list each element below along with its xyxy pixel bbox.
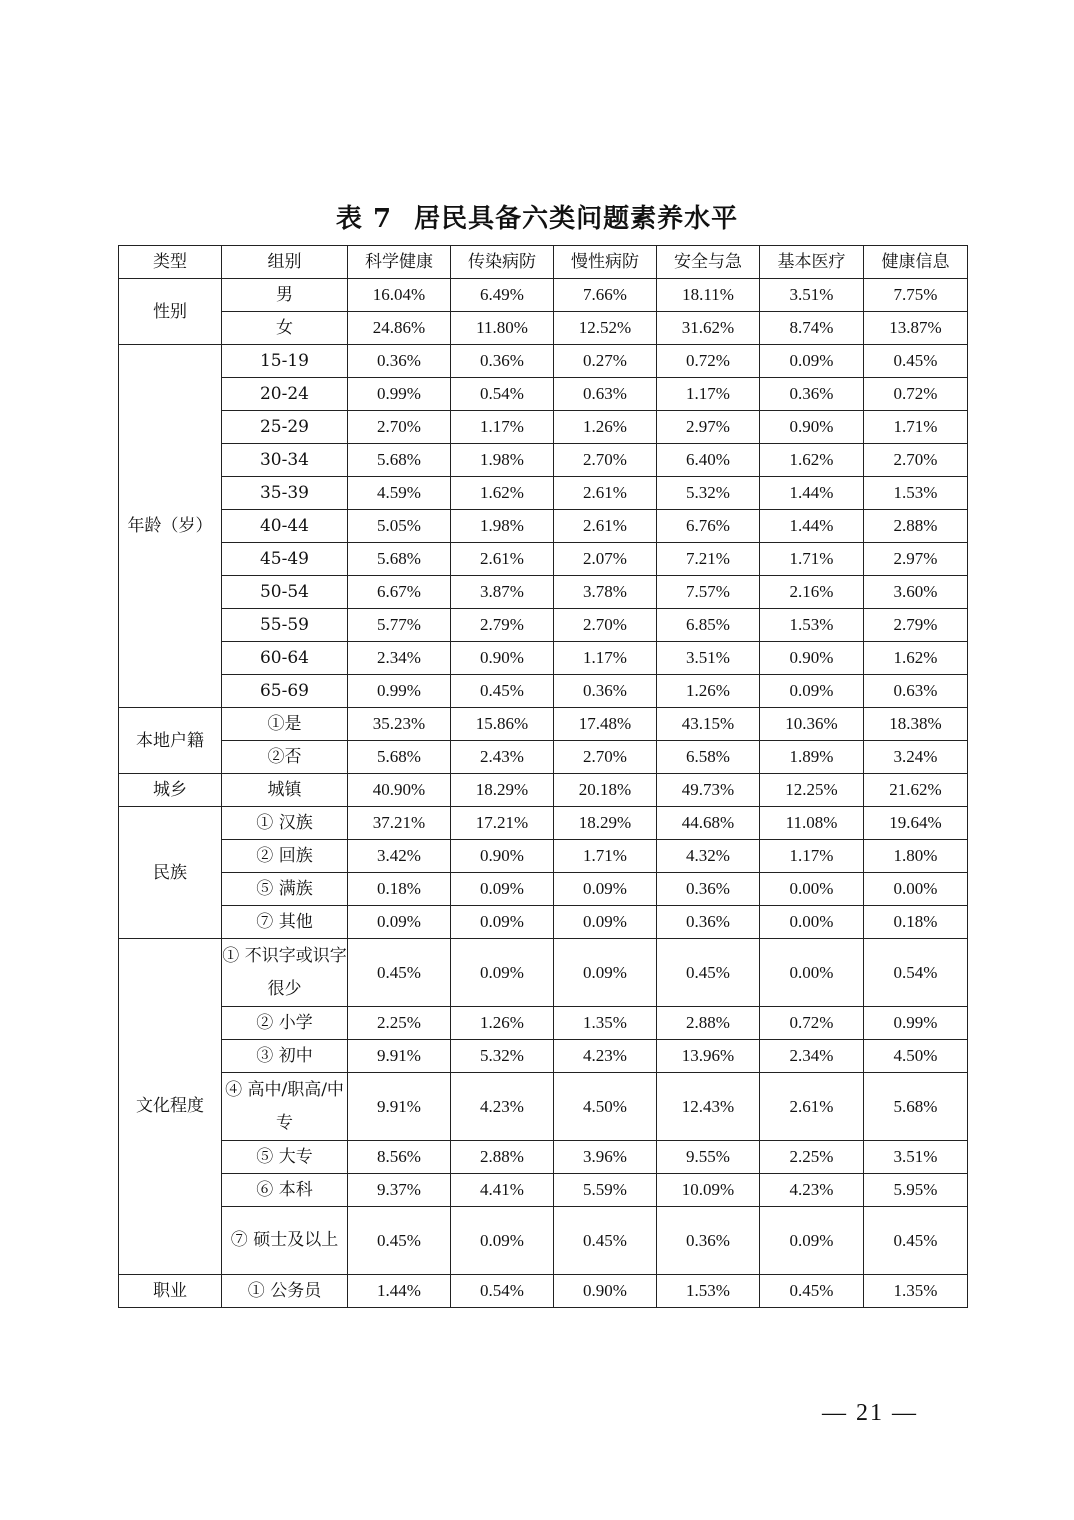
group-cell: 40-44 xyxy=(222,510,348,543)
value-cell: 1.26% xyxy=(554,411,657,444)
table-row xyxy=(119,411,968,444)
table-row xyxy=(119,708,968,741)
value-cell: 1.26% xyxy=(451,1007,554,1040)
value-cell: 12.25% xyxy=(760,774,864,807)
value-cell: 1.44% xyxy=(760,477,864,510)
value-cell: 0.90% xyxy=(554,1275,657,1308)
table-row xyxy=(119,477,968,510)
value-cell: 20.18% xyxy=(554,774,657,807)
table-row xyxy=(119,345,968,378)
value-cell: 5.68% xyxy=(348,543,451,576)
group-cell: 女 xyxy=(222,312,348,345)
table-row xyxy=(119,873,968,906)
value-cell: 17.21% xyxy=(451,807,554,840)
page-number: — 21 — xyxy=(822,1400,918,1426)
value-cell: 11.80% xyxy=(451,312,554,345)
value-cell: 2.88% xyxy=(657,1007,760,1040)
header-cell: 科学健康 xyxy=(348,246,451,279)
category-cell: 民族 xyxy=(119,807,222,939)
value-cell: 5.68% xyxy=(348,444,451,477)
table-row xyxy=(119,939,968,1007)
value-cell: 0.36% xyxy=(348,345,451,378)
value-cell: 44.68% xyxy=(657,807,760,840)
group-cell: 25-29 xyxy=(222,411,348,444)
table-row xyxy=(119,642,968,675)
value-cell: 0.72% xyxy=(657,345,760,378)
group-cell: ⑥ 本科 xyxy=(222,1174,348,1207)
value-cell: 5.95% xyxy=(864,1174,968,1207)
value-cell: 10.09% xyxy=(657,1174,760,1207)
group-cell: 30-34 xyxy=(222,444,348,477)
value-cell: 0.90% xyxy=(451,642,554,675)
value-cell: 3.51% xyxy=(657,642,760,675)
value-cell: 5.77% xyxy=(348,609,451,642)
value-cell: 1.62% xyxy=(864,642,968,675)
value-cell: 1.17% xyxy=(760,840,864,873)
value-cell: 18.29% xyxy=(451,774,554,807)
value-cell: 0.18% xyxy=(348,873,451,906)
header-cell: 健康信息 xyxy=(864,246,968,279)
value-cell: 17.48% xyxy=(554,708,657,741)
value-cell: 3.78% xyxy=(554,576,657,609)
value-cell: 18.11% xyxy=(657,279,760,312)
category-cell: 性别 xyxy=(119,279,222,345)
category-cell: 文化程度 xyxy=(119,939,222,1275)
group-cell: ① 公务员 xyxy=(222,1275,348,1308)
value-cell: 0.36% xyxy=(657,906,760,939)
value-cell: 3.87% xyxy=(451,576,554,609)
value-cell: 6.40% xyxy=(657,444,760,477)
value-cell: 1.71% xyxy=(554,840,657,873)
value-cell: 18.38% xyxy=(864,708,968,741)
group-cell: ①是 xyxy=(222,708,348,741)
value-cell: 19.64% xyxy=(864,807,968,840)
value-cell: 15.86% xyxy=(451,708,554,741)
value-cell: 13.87% xyxy=(864,312,968,345)
value-cell: 1.17% xyxy=(451,411,554,444)
value-cell: 0.09% xyxy=(760,1207,864,1275)
value-cell: 13.96% xyxy=(657,1040,760,1073)
table-row xyxy=(119,510,968,543)
value-cell: 0.99% xyxy=(348,378,451,411)
value-cell: 4.59% xyxy=(348,477,451,510)
value-cell: 2.97% xyxy=(657,411,760,444)
value-cell: 2.88% xyxy=(864,510,968,543)
category-cell: 职业 xyxy=(119,1275,222,1308)
group-cell: 55-59 xyxy=(222,609,348,642)
table-row xyxy=(119,543,968,576)
value-cell: 43.15% xyxy=(657,708,760,741)
value-cell: 0.90% xyxy=(760,642,864,675)
value-cell: 1.44% xyxy=(348,1275,451,1308)
header-cell: 组别 xyxy=(222,246,348,279)
value-cell: 0.00% xyxy=(760,906,864,939)
group-cell: 65-69 xyxy=(222,675,348,708)
group-cell: 15-19 xyxy=(222,345,348,378)
group-cell: 60-64 xyxy=(222,642,348,675)
value-cell: 5.05% xyxy=(348,510,451,543)
value-cell: 40.90% xyxy=(348,774,451,807)
value-cell: 2.25% xyxy=(348,1007,451,1040)
value-cell: 2.61% xyxy=(760,1073,864,1141)
value-cell: 9.55% xyxy=(657,1141,760,1174)
value-cell: 1.17% xyxy=(554,642,657,675)
group-cell: ⑦ 硕士及以上 xyxy=(222,1207,348,1275)
table-title-text: 居民具备六类问题素养水平 xyxy=(414,204,739,234)
value-cell: 18.29% xyxy=(554,807,657,840)
value-cell: 0.45% xyxy=(451,675,554,708)
group-cell: ② 小学 xyxy=(222,1007,348,1040)
value-cell: 2.97% xyxy=(864,543,968,576)
group-cell: 50-54 xyxy=(222,576,348,609)
group-cell: 男 xyxy=(222,279,348,312)
group-cell: 20-24 xyxy=(222,378,348,411)
value-cell: 0.45% xyxy=(864,345,968,378)
value-cell: 1.26% xyxy=(657,675,760,708)
table-row xyxy=(119,1007,968,1040)
value-cell: 12.43% xyxy=(657,1073,760,1141)
value-cell: 4.23% xyxy=(451,1073,554,1141)
value-cell: 4.32% xyxy=(657,840,760,873)
value-cell: 6.67% xyxy=(348,576,451,609)
table-row xyxy=(119,378,968,411)
value-cell: 1.98% xyxy=(451,510,554,543)
value-cell: 0.18% xyxy=(864,906,968,939)
value-cell: 1.62% xyxy=(760,444,864,477)
value-cell: 0.63% xyxy=(554,378,657,411)
value-cell: 1.35% xyxy=(864,1275,968,1308)
value-cell: 3.51% xyxy=(864,1141,968,1174)
value-cell: 12.52% xyxy=(554,312,657,345)
value-cell: 24.86% xyxy=(348,312,451,345)
category-cell: 年龄（岁） xyxy=(119,345,222,708)
value-cell: 7.75% xyxy=(864,279,968,312)
group-cell: ① 汉族 xyxy=(222,807,348,840)
value-cell: 0.72% xyxy=(864,378,968,411)
value-cell: 0.09% xyxy=(451,939,554,1007)
value-cell: 5.59% xyxy=(554,1174,657,1207)
header-cell: 类型 xyxy=(119,246,222,279)
group-cell: ⑤ 大专 xyxy=(222,1141,348,1174)
value-cell: 10.36% xyxy=(760,708,864,741)
value-cell: 0.54% xyxy=(451,1275,554,1308)
value-cell: 6.85% xyxy=(657,609,760,642)
group-cell: ② 回族 xyxy=(222,840,348,873)
table-body xyxy=(119,246,968,1308)
table-row xyxy=(119,741,968,774)
group-cell: ⑤ 满族 xyxy=(222,873,348,906)
value-cell: 0.09% xyxy=(760,675,864,708)
value-cell: 0.72% xyxy=(760,1007,864,1040)
value-cell: 5.68% xyxy=(864,1073,968,1141)
value-cell: 2.88% xyxy=(451,1141,554,1174)
value-cell: 2.34% xyxy=(760,1040,864,1073)
value-cell: 2.70% xyxy=(554,609,657,642)
category-cell: 城乡 xyxy=(119,774,222,807)
value-cell: 0.36% xyxy=(657,1207,760,1275)
table-row xyxy=(119,675,968,708)
value-cell: 9.91% xyxy=(348,1073,451,1141)
value-cell: 2.61% xyxy=(554,510,657,543)
value-cell: 4.23% xyxy=(554,1040,657,1073)
table-row xyxy=(119,774,968,807)
table-row xyxy=(119,576,968,609)
value-cell: 5.32% xyxy=(451,1040,554,1073)
table-row xyxy=(119,609,968,642)
value-cell: 2.16% xyxy=(760,576,864,609)
table-row xyxy=(119,1174,968,1207)
value-cell: 1.89% xyxy=(760,741,864,774)
value-cell: 0.45% xyxy=(348,939,451,1007)
value-cell: 0.09% xyxy=(760,345,864,378)
value-cell: 0.00% xyxy=(864,873,968,906)
group-cell: ① 不识字或识字很少 xyxy=(222,939,348,1007)
value-cell: 4.50% xyxy=(864,1040,968,1073)
value-cell: 2.07% xyxy=(554,543,657,576)
value-cell: 1.17% xyxy=(657,378,760,411)
group-cell: ④ 高中/职高/中专 xyxy=(222,1073,348,1141)
group-cell: 城镇 xyxy=(222,774,348,807)
value-cell: 0.36% xyxy=(451,345,554,378)
value-cell: 2.43% xyxy=(451,741,554,774)
value-cell: 1.62% xyxy=(451,477,554,510)
value-cell: 21.62% xyxy=(864,774,968,807)
value-cell: 1.71% xyxy=(864,411,968,444)
value-cell: 1.35% xyxy=(554,1007,657,1040)
value-cell: 0.09% xyxy=(451,873,554,906)
value-cell: 3.60% xyxy=(864,576,968,609)
value-cell: 1.80% xyxy=(864,840,968,873)
value-cell: 0.54% xyxy=(864,939,968,1007)
table-row xyxy=(119,1207,968,1275)
value-cell: 1.53% xyxy=(657,1275,760,1308)
header-cell: 传染病防 xyxy=(451,246,554,279)
value-cell: 4.41% xyxy=(451,1174,554,1207)
value-cell: 2.25% xyxy=(760,1141,864,1174)
value-cell: 0.90% xyxy=(451,840,554,873)
literacy-table xyxy=(118,245,968,1308)
value-cell: 0.09% xyxy=(554,939,657,1007)
category-cell: 本地户籍 xyxy=(119,708,222,774)
table-row xyxy=(119,312,968,345)
value-cell: 1.44% xyxy=(760,510,864,543)
value-cell: 0.27% xyxy=(554,345,657,378)
value-cell: 0.45% xyxy=(554,1207,657,1275)
value-cell: 0.00% xyxy=(760,873,864,906)
value-cell: 35.23% xyxy=(348,708,451,741)
value-cell: 5.32% xyxy=(657,477,760,510)
value-cell: 0.09% xyxy=(348,906,451,939)
value-cell: 2.61% xyxy=(451,543,554,576)
value-cell: 49.73% xyxy=(657,774,760,807)
table-row xyxy=(119,1141,968,1174)
value-cell: 2.70% xyxy=(554,444,657,477)
value-cell: 2.79% xyxy=(451,609,554,642)
value-cell: 37.21% xyxy=(348,807,451,840)
value-cell: 4.50% xyxy=(554,1073,657,1141)
group-cell: ②否 xyxy=(222,741,348,774)
value-cell: 0.09% xyxy=(554,873,657,906)
value-cell: 0.99% xyxy=(348,675,451,708)
value-cell: 0.09% xyxy=(451,1207,554,1275)
value-cell: 1.71% xyxy=(760,543,864,576)
value-cell: 7.66% xyxy=(554,279,657,312)
value-cell: 0.00% xyxy=(760,939,864,1007)
value-cell: 0.45% xyxy=(864,1207,968,1275)
header-cell: 基本医疗 xyxy=(760,246,864,279)
group-cell: 45-49 xyxy=(222,543,348,576)
value-cell: 0.09% xyxy=(554,906,657,939)
value-cell: 2.34% xyxy=(348,642,451,675)
table-title-label: 表 7 xyxy=(335,204,393,234)
value-cell: 8.56% xyxy=(348,1141,451,1174)
value-cell: 1.53% xyxy=(864,477,968,510)
group-cell: ⑦ 其他 xyxy=(222,906,348,939)
value-cell: 0.90% xyxy=(760,411,864,444)
value-cell: 5.68% xyxy=(348,741,451,774)
value-cell: 0.45% xyxy=(760,1275,864,1308)
value-cell: 3.24% xyxy=(864,741,968,774)
value-cell: 7.21% xyxy=(657,543,760,576)
table-row xyxy=(119,1040,968,1073)
table-row xyxy=(119,906,968,939)
value-cell: 16.04% xyxy=(348,279,451,312)
value-cell: 0.36% xyxy=(657,873,760,906)
value-cell: 31.62% xyxy=(657,312,760,345)
value-cell: 11.08% xyxy=(760,807,864,840)
value-cell: 9.91% xyxy=(348,1040,451,1073)
value-cell: 2.70% xyxy=(864,444,968,477)
value-cell: 0.54% xyxy=(451,378,554,411)
value-cell: 1.53% xyxy=(760,609,864,642)
table-row xyxy=(119,444,968,477)
value-cell: 8.74% xyxy=(760,312,864,345)
value-cell: 4.23% xyxy=(760,1174,864,1207)
value-cell: 0.45% xyxy=(348,1207,451,1275)
value-cell: 6.76% xyxy=(657,510,760,543)
value-cell: 0.63% xyxy=(864,675,968,708)
value-cell: 0.36% xyxy=(760,378,864,411)
value-cell: 6.49% xyxy=(451,279,554,312)
value-cell: 1.98% xyxy=(451,444,554,477)
value-cell: 0.99% xyxy=(864,1007,968,1040)
value-cell: 2.79% xyxy=(864,609,968,642)
value-cell: 0.09% xyxy=(451,906,554,939)
header-row xyxy=(119,246,968,279)
value-cell: 2.61% xyxy=(554,477,657,510)
table-row xyxy=(119,840,968,873)
group-cell: 35-39 xyxy=(222,477,348,510)
value-cell: 6.58% xyxy=(657,741,760,774)
table-row xyxy=(119,1073,968,1141)
value-cell: 0.45% xyxy=(657,939,760,1007)
header-cell: 安全与急 xyxy=(657,246,760,279)
header-cell: 慢性病防 xyxy=(554,246,657,279)
table-row xyxy=(119,279,968,312)
value-cell: 0.36% xyxy=(554,675,657,708)
value-cell: 2.70% xyxy=(554,741,657,774)
value-cell: 7.57% xyxy=(657,576,760,609)
table-row xyxy=(119,1275,968,1308)
value-cell: 9.37% xyxy=(348,1174,451,1207)
value-cell: 3.96% xyxy=(554,1141,657,1174)
group-cell: ③ 初中 xyxy=(222,1040,348,1073)
value-cell: 2.70% xyxy=(348,411,451,444)
value-cell: 3.42% xyxy=(348,840,451,873)
value-cell: 3.51% xyxy=(760,279,864,312)
table-title xyxy=(0,198,1074,235)
table-row xyxy=(119,807,968,840)
